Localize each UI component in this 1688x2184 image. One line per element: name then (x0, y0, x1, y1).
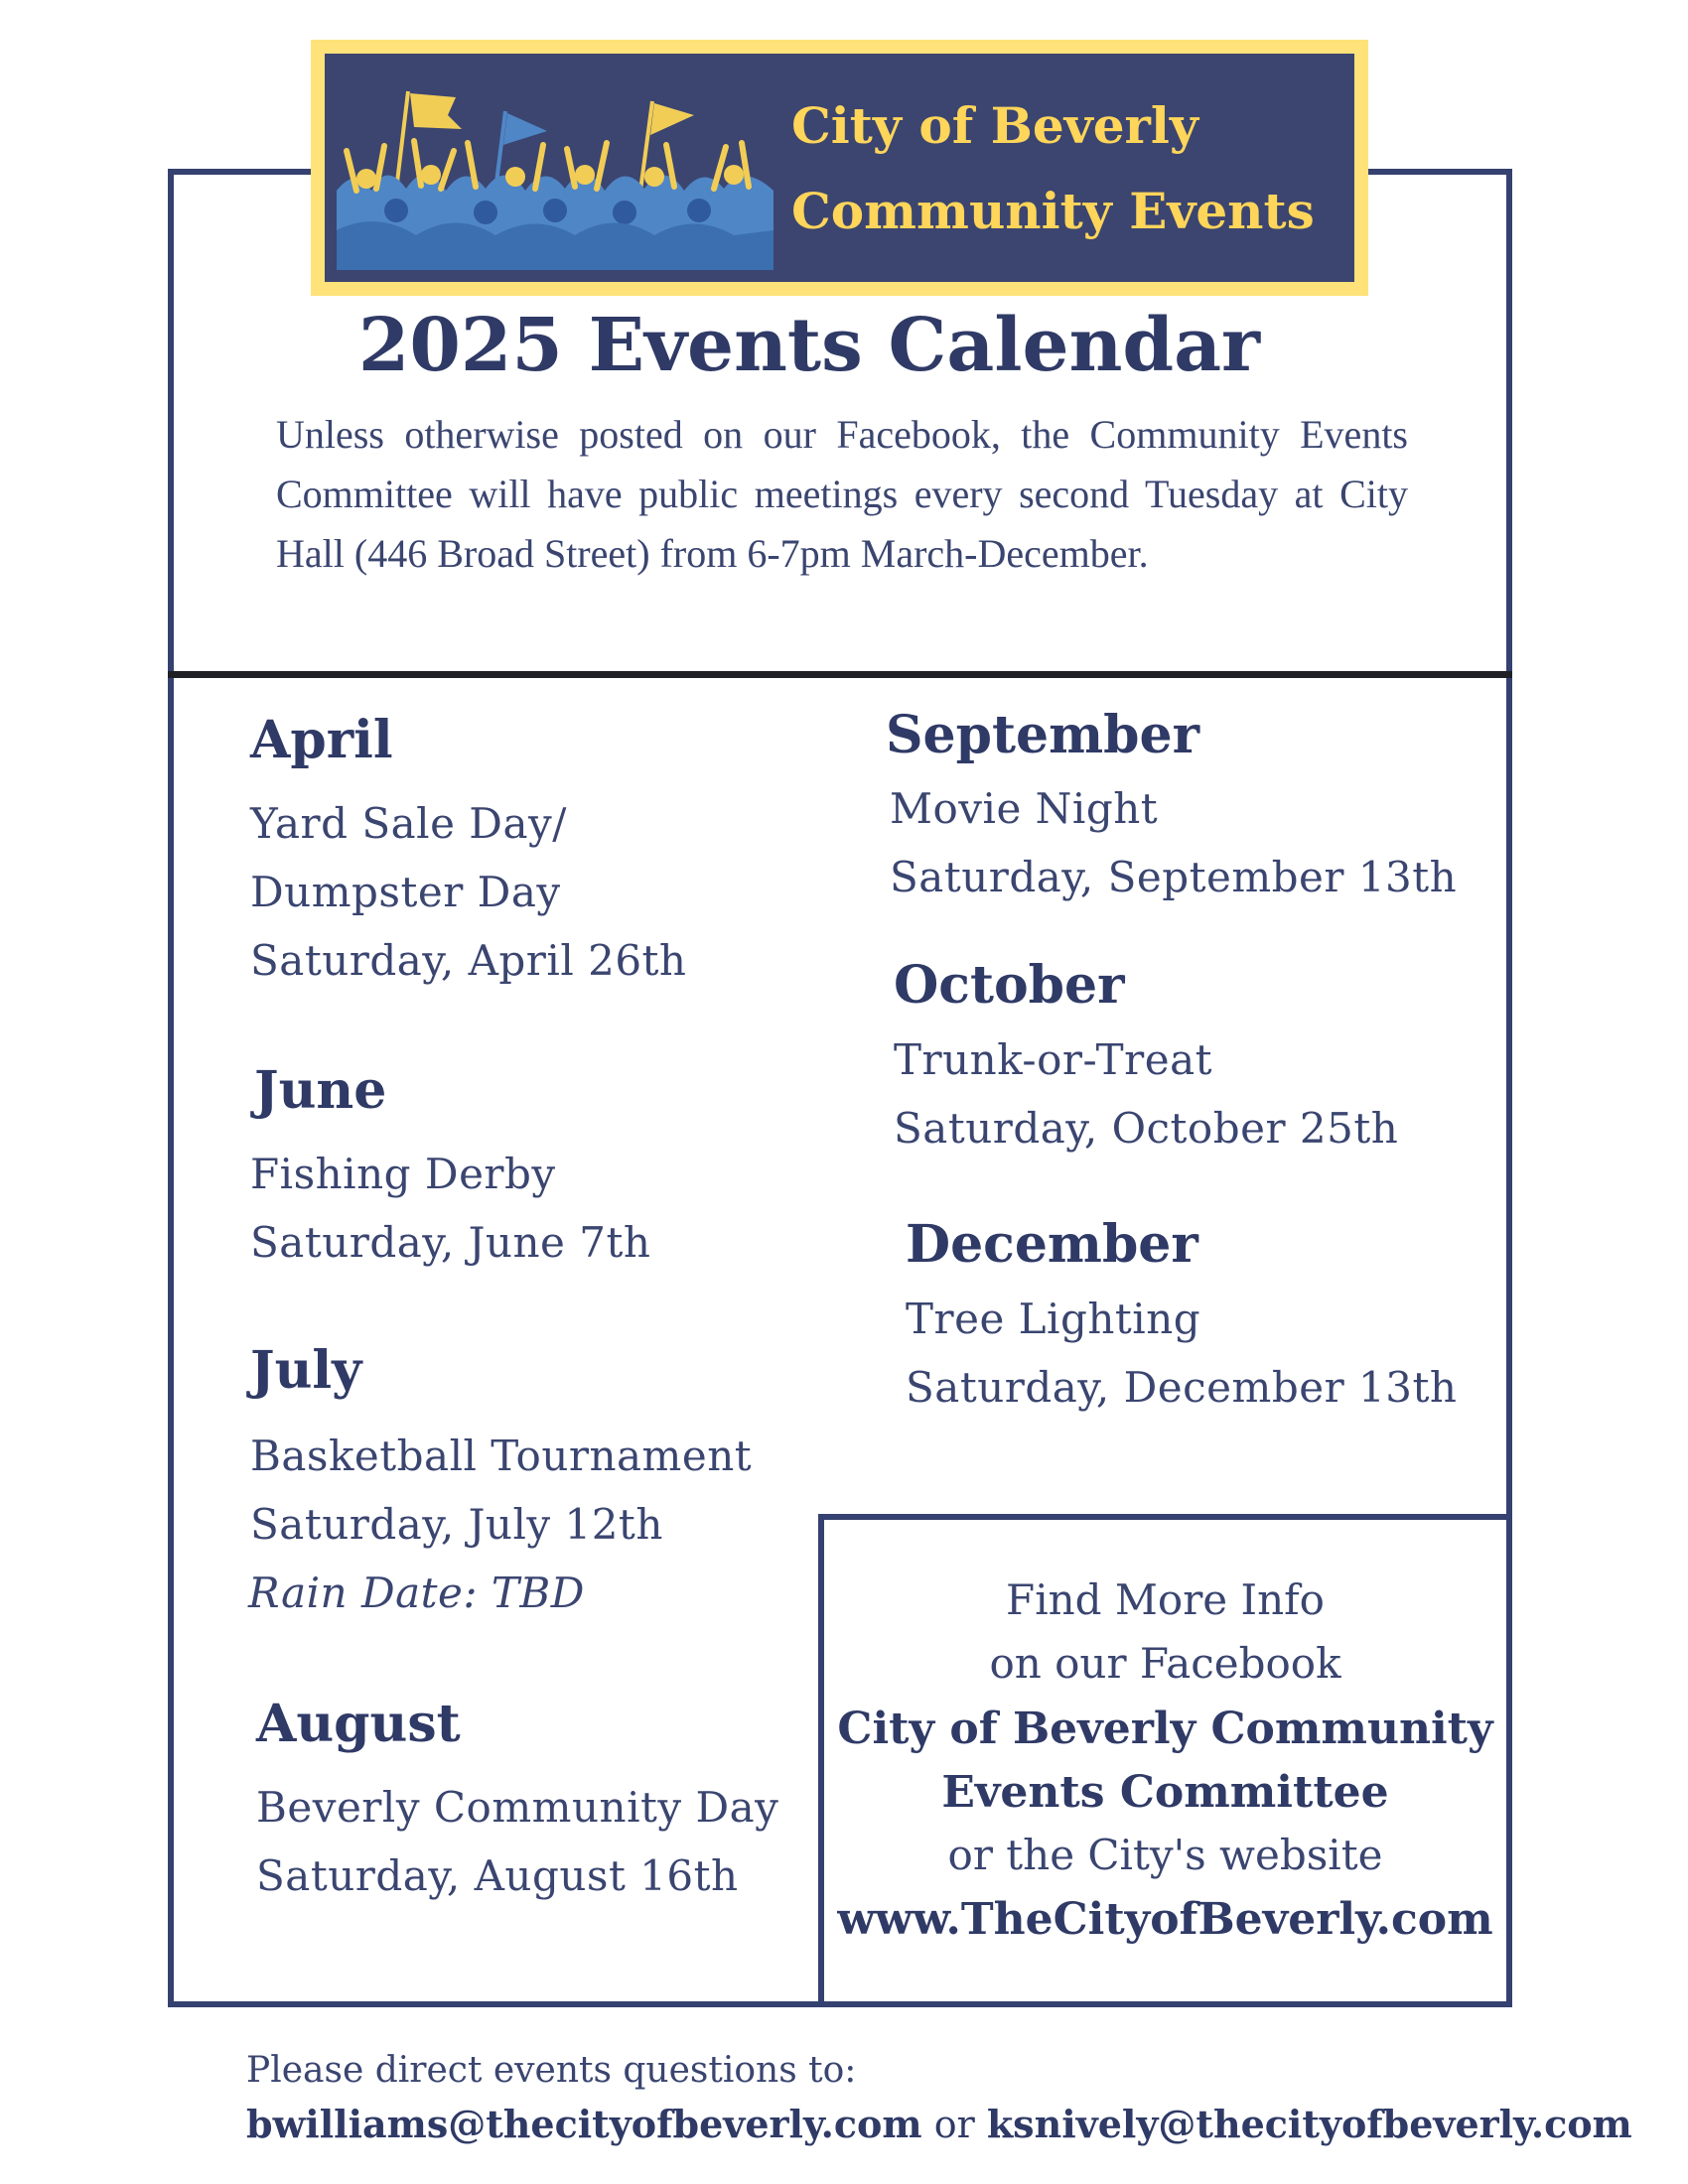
event-october-date: Saturday, October 25th (894, 1104, 1399, 1153)
info-line-2: on our Facebook (989, 1639, 1341, 1688)
event-april-name-1: Yard Sale Day/ (250, 799, 567, 848)
event-april-name-2: Dumpster Day (250, 868, 561, 916)
month-august: August (256, 1694, 461, 1754)
month-july: July (250, 1340, 362, 1401)
event-december-name: Tree Lighting (906, 1295, 1201, 1343)
event-july-date: Saturday, July 12th (250, 1500, 663, 1549)
website-link[interactable]: www.TheCityofBeverly.com (837, 1894, 1493, 1945)
header-banner (311, 40, 1368, 296)
month-june: June (254, 1060, 387, 1121)
facebook-page-name-2: Events Committee (941, 1767, 1389, 1818)
banner-title-line1: City of Beverly (791, 96, 1198, 155)
intro-paragraph: Unless otherwise posted on our Facebook, the Community Events Committee will have public meetings every second Tuesday at City Hall (446 Broad Street) from 6-7pm March-December. (276, 412, 1408, 576)
event-august-name: Beverly Community Day (256, 1783, 779, 1832)
banner-title (791, 83, 1315, 254)
month-april: April (250, 710, 393, 770)
month-september: September (886, 705, 1199, 765)
info-line-1: Find More Info (1006, 1575, 1325, 1624)
banner-inner (325, 54, 1354, 282)
event-october-name: Trunk-or-Treat (894, 1035, 1213, 1084)
info-box (818, 1514, 1512, 2007)
banner-title-line2: Community Events (791, 182, 1315, 240)
footer-contact-emails (246, 2102, 1632, 2146)
footer-or: or (933, 2103, 975, 2146)
event-june-name: Fishing Derby (250, 1150, 556, 1198)
event-july-name: Basketball Tournament (250, 1432, 753, 1480)
event-september-date: Saturday, September 13th (890, 853, 1458, 901)
page-title: 2025 Events Calendar (357, 303, 1261, 388)
facebook-page-name-1: City of Beverly Community (837, 1704, 1493, 1754)
email-link-bwilliams[interactable]: bwilliams@thecityofbeverly.com (246, 2102, 922, 2146)
event-june-date: Saturday, June 7th (250, 1218, 651, 1267)
section-divider (168, 671, 1512, 678)
event-july-rain-date: Rain Date: TBD (248, 1569, 585, 1617)
email-link-ksnively[interactable]: ksnively@thecityofbeverly.com (986, 2102, 1632, 2146)
info-line-5: or the City's website (947, 1831, 1383, 1879)
footer-contact-label: Please direct events questions to: (246, 2050, 857, 2091)
event-april-date: Saturday, April 26th (250, 936, 687, 985)
month-october: October (894, 955, 1125, 1016)
event-december-date: Saturday, December 13th (906, 1363, 1458, 1412)
event-august-date: Saturday, August 16th (256, 1851, 739, 1900)
crowd-celebration-icon (337, 71, 774, 270)
event-september-name: Movie Night (890, 784, 1159, 833)
month-december: December (906, 1214, 1198, 1275)
